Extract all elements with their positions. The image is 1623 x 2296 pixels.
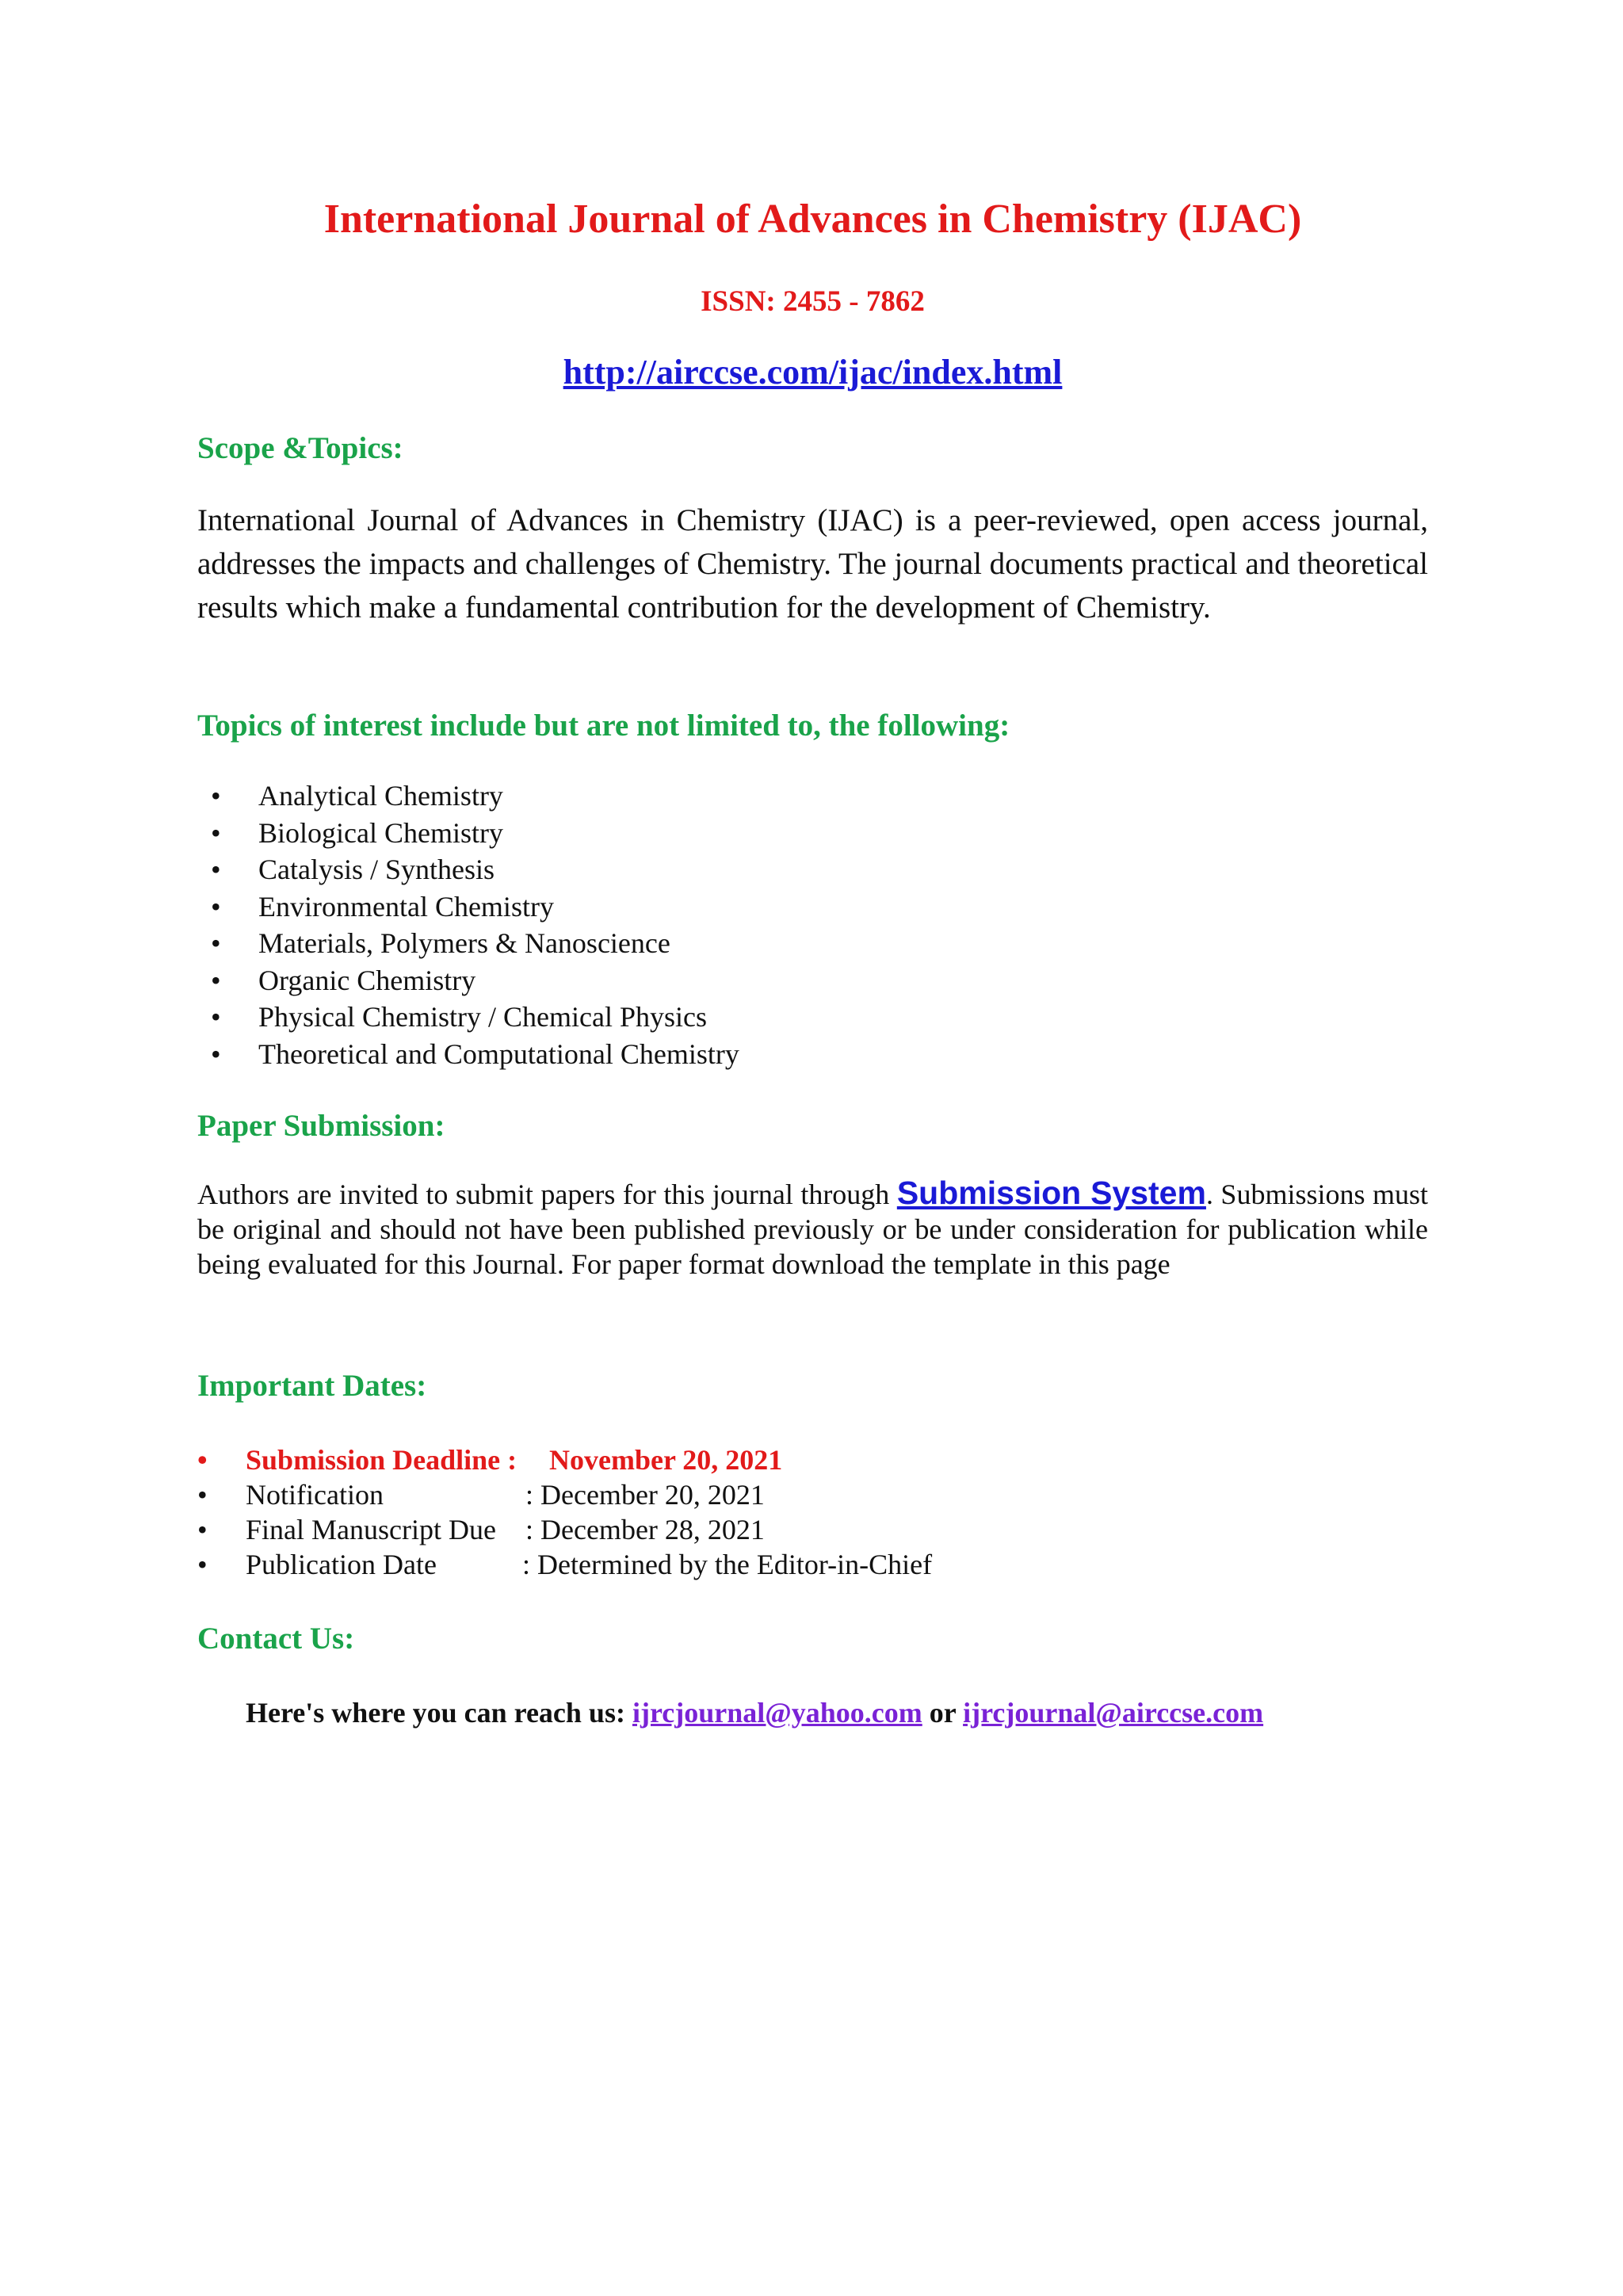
scope-paragraph: International Journal of Advances in Chemistry (IJAC) is a peer-reviewed, open access journal, addresses the impacts and challenges of Chemistry. The journal documents practical and theoretical results which make a fundamental contribution for the development of Chemistry. [197,503,1428,625]
list-item: • Analytical Chemistry [197,777,739,815]
list-item: • Biological Chemistry [197,815,739,852]
submission-text-after: . Submissions must be original and should not have been published previously or be under consideration for publication while being evaluated for this Journal. For paper format download the template in this page [197,1179,1428,1280]
topics-list [197,777,739,1072]
date-item-final-manuscript [197,1512,932,1547]
contact-intro: Here's where you can reach us: [246,1697,632,1729]
date-label: Submission Deadline : [246,1444,517,1476]
list-item: • Materials, Polymers & Nanoscience [197,925,739,962]
date-item-publication [197,1547,932,1582]
list-item: • Physical Chemistry / Chemical Physics [197,999,739,1036]
date-label: Notification [246,1479,384,1511]
dates-heading: Important Dates: [197,1369,427,1403]
submission-heading: Paper Submission: [197,1109,445,1143]
submission-text-before: Authors are invited to submit papers for this journal through [197,1179,897,1210]
date-item-submission [197,1442,932,1477]
dates-list [197,1442,932,1582]
date-item-notification [197,1477,932,1512]
date-value: November 20, 2021 [549,1444,783,1476]
issn: ISSN: 2455 - 7862 [701,285,925,318]
date-label: Publication Date [246,1549,437,1580]
contact-heading: Contact Us: [197,1622,355,1656]
list-item: • Catalysis / Synthesis [197,851,739,888]
email-link-yahoo[interactable]: ijrcjournal@yahoo.com [632,1697,922,1729]
contact-line [246,1696,1263,1730]
date-label: Final Manuscript Due [246,1514,496,1545]
list-item: • Environmental Chemistry [197,888,739,926]
journal-url [197,352,1428,394]
email-link-airccse[interactable]: ijrcjournal@airccse.com [963,1697,1264,1729]
journal-title: International Journal of Advances in Chemistry (IJAC) [323,197,1302,242]
topics-heading: Topics of interest include but are not limited to, the following: [197,709,1010,743]
submission-paragraph [197,1175,1428,1282]
date-value: : December 28, 2021 [525,1514,765,1545]
date-value: : Determined by the Editor-in-Chief [522,1549,933,1580]
submission-system-link[interactable]: Submission System [896,1175,1206,1211]
journal-url-link[interactable]: http://airccse.com/ijac/index.html [563,353,1063,392]
list-item: • Organic Chemistry [197,962,739,999]
list-item: • Theoretical and Computational Chemistry [197,1036,739,1073]
scope-heading: Scope &Topics: [197,431,403,465]
date-value: : December 20, 2021 [525,1479,765,1511]
contact-separator: or [922,1697,964,1729]
